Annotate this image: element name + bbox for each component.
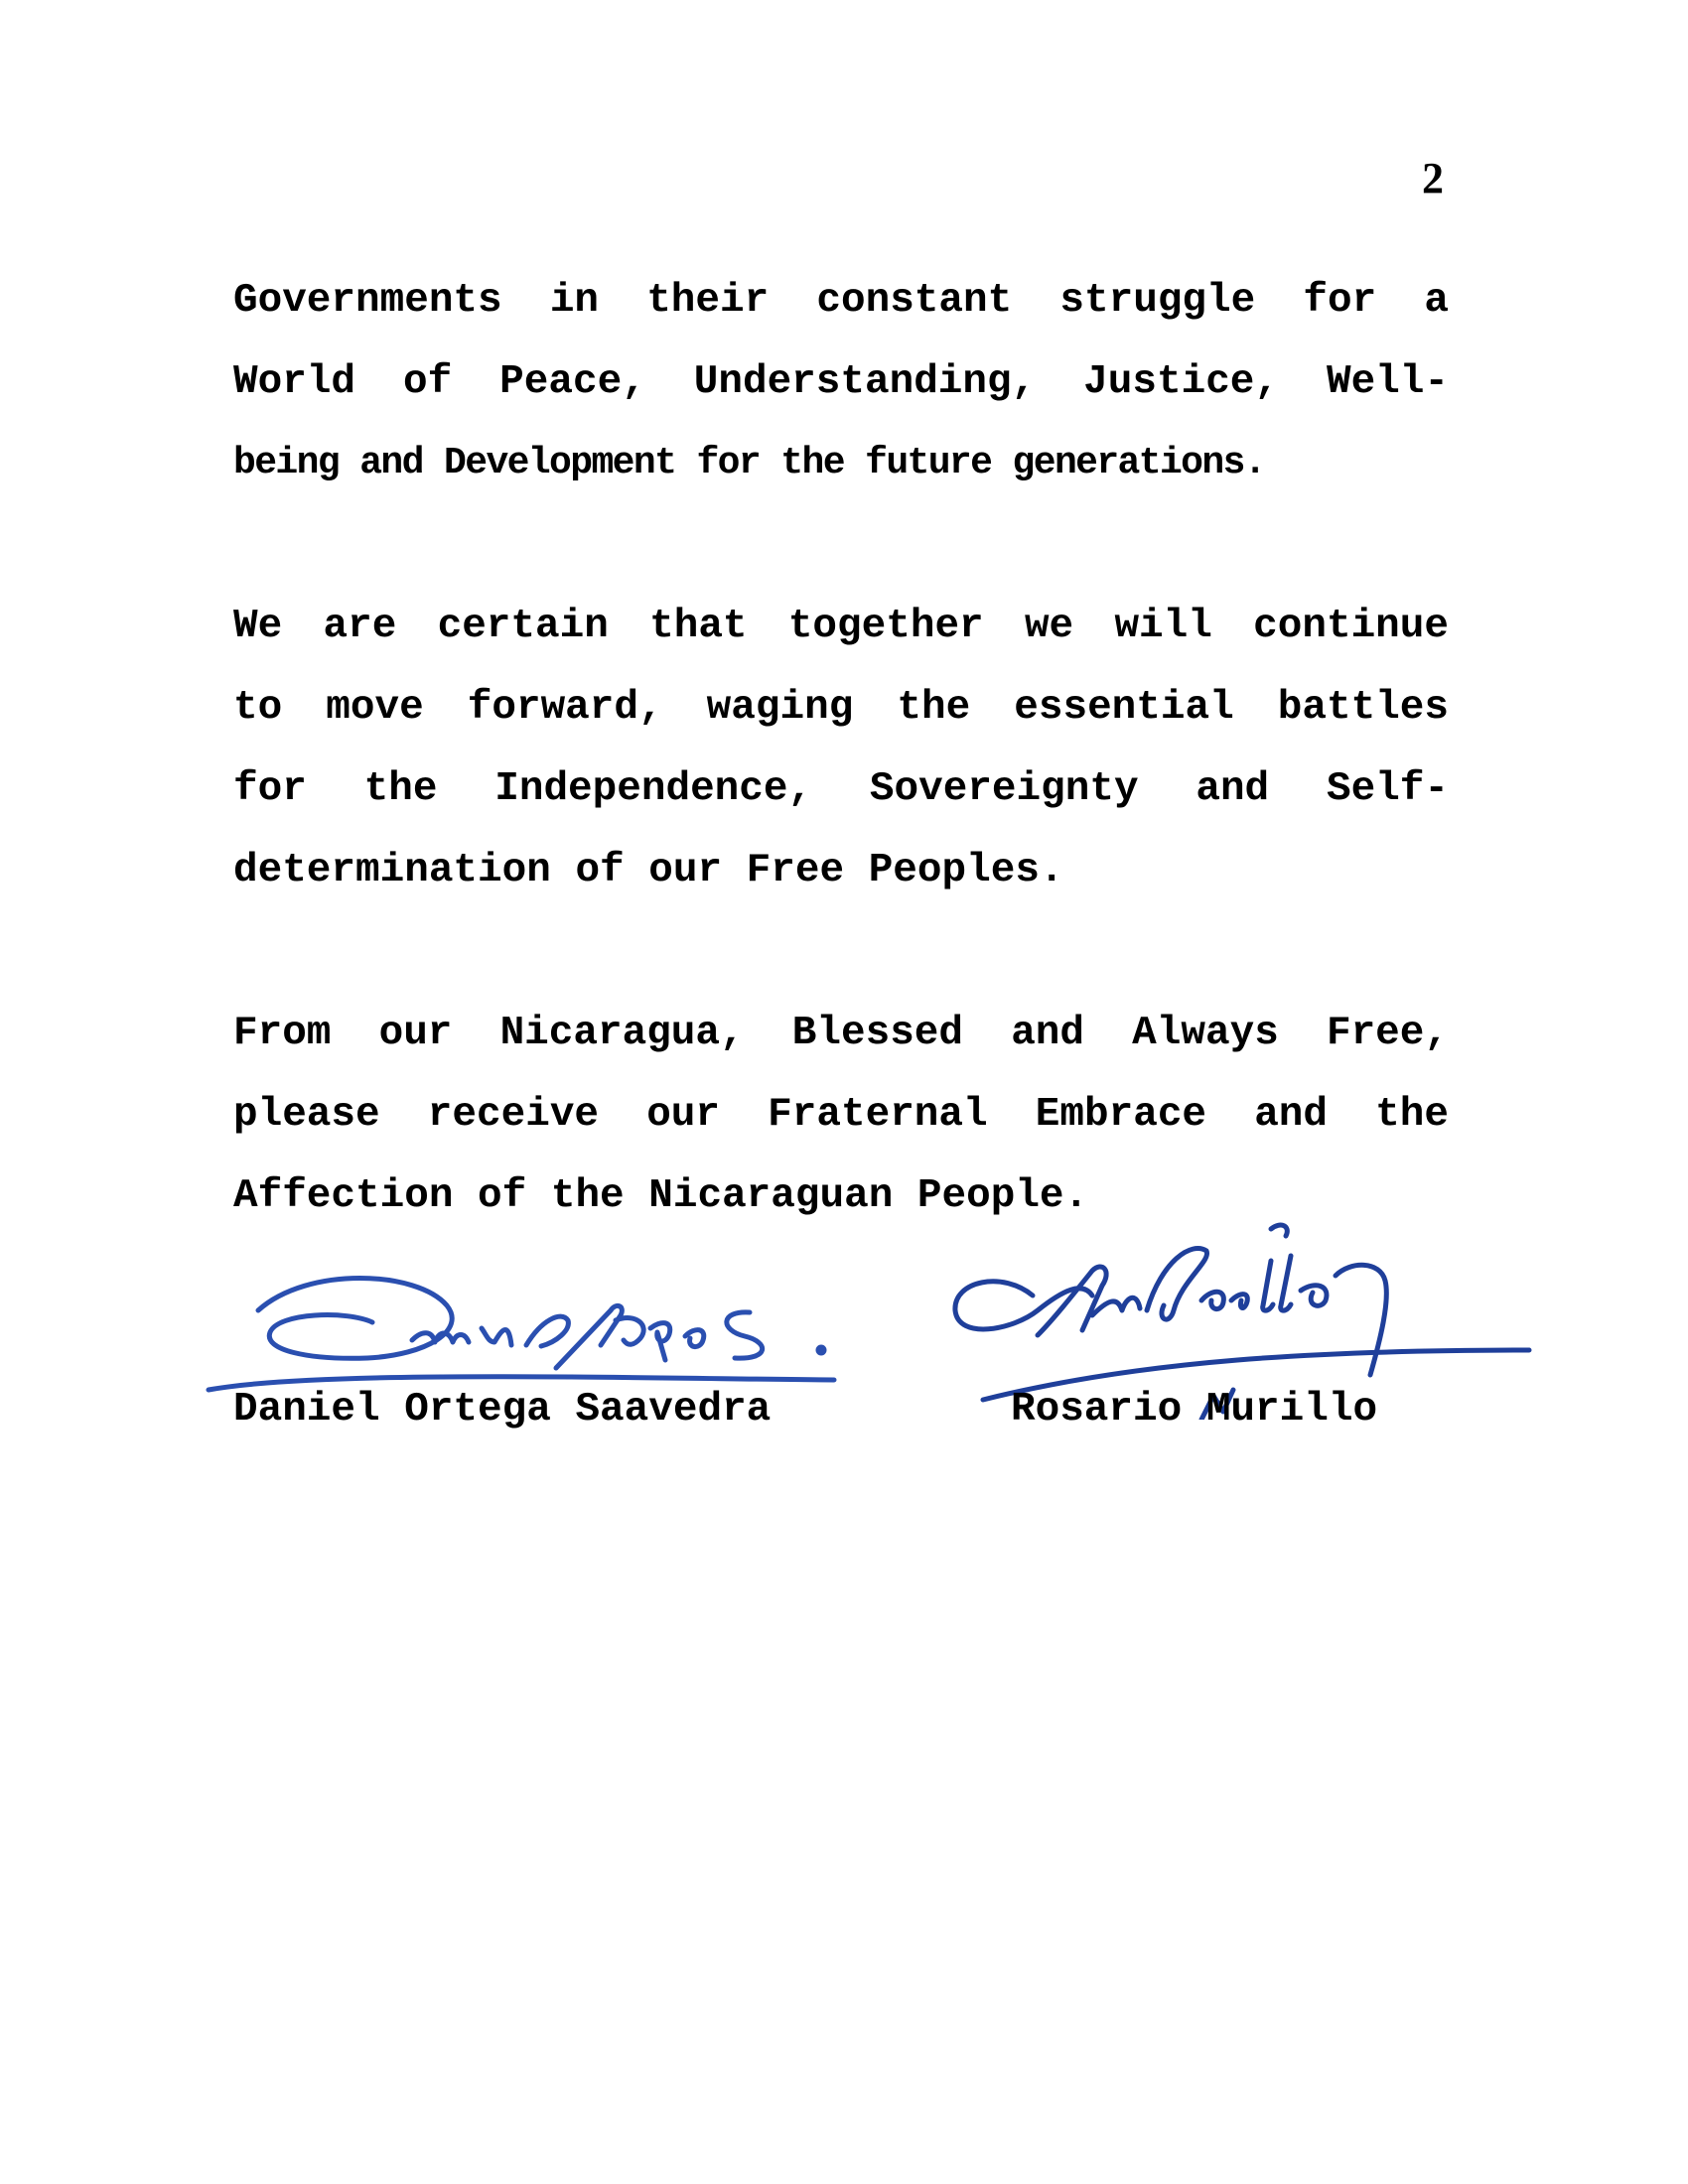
signature-daniel-ortega [199,1251,854,1400]
signer-name-right: Rosario Murillo [1011,1387,1378,1433]
paragraph-line: being and Development for the future generations. [233,442,1265,484]
paragraph-1 [233,260,1449,504]
signer-name-left: Daniel Ortega Saavedra [233,1387,772,1433]
paragraph-line: Affection of the Nicaraguan People. [233,1173,1089,1219]
paragraph-line: From our Nicaragua, Blessed and Always Free, [233,1011,1449,1056]
paragraph-line: World of Peace, Understanding, Justice, Well- [233,359,1449,405]
page-number: 2 [1422,154,1444,203]
paragraph-line: Governments in their constant struggle for a [233,278,1449,324]
paragraph-line: for the Independence, Sovereignty and Self- [233,766,1449,812]
paragraph-line: to move forward, waging the essential battles [233,685,1449,731]
paragraph-line: please receive our Fraternal Embrace and the [233,1092,1449,1138]
paragraph-line: We are certain that together we will continue [233,604,1449,649]
paragraph-line: determination of our Free Peoples. [233,848,1064,893]
paragraph-2 [233,586,1449,911]
